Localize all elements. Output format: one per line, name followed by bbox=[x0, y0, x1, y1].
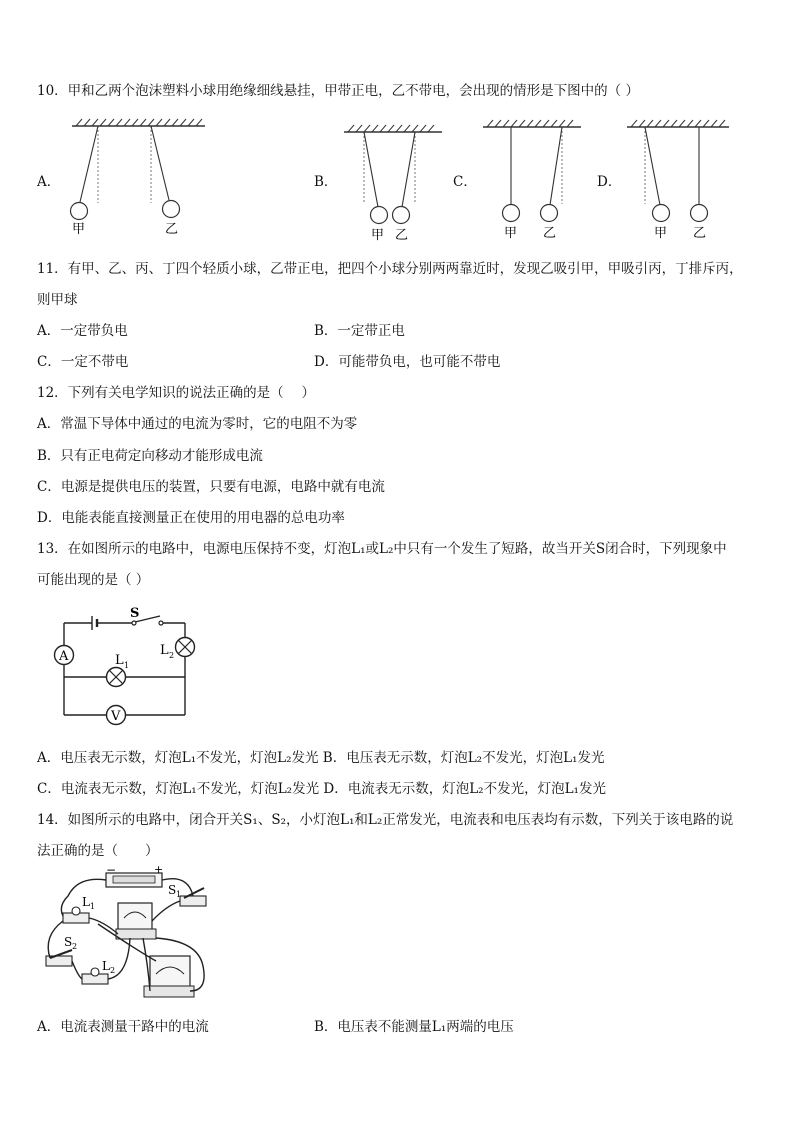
q12-option-b[interactable]: B．只有正电荷定向移动才能形成电流 bbox=[37, 448, 263, 464]
svg-text:1: 1 bbox=[124, 661, 130, 670]
battery-minus-label: − bbox=[106, 863, 117, 877]
voltmeter-device bbox=[150, 956, 190, 990]
svg-text:L: L bbox=[82, 895, 90, 909]
q10-figure-c bbox=[481, 119, 586, 244]
q11-stem-line2: 则甲球 bbox=[37, 292, 78, 308]
q10-option-d-label[interactable]: D． bbox=[597, 174, 622, 190]
battery-plus-label: + bbox=[154, 863, 164, 876]
q14-option-a[interactable]: A．电流表测量干路中的电流 bbox=[37, 1019, 209, 1035]
q10-option-b-label[interactable]: B． bbox=[314, 174, 338, 190]
q10-option-a-label[interactable]: A． bbox=[37, 174, 61, 190]
svg-text:2: 2 bbox=[169, 651, 175, 660]
q11-option-a[interactable]: A．一定带负电 bbox=[37, 323, 128, 339]
q11-option-c[interactable]: C．一定不带电 bbox=[37, 354, 129, 370]
q10-a-jia-label: 甲 bbox=[72, 222, 86, 237]
q14-stem-line1: 14．如图所示的电路中，闭合开关S₁、S₂，小灯泡L₁和L₂正常发光，电流表和电压表均有示数，下列关于该电路的说 bbox=[37, 812, 734, 828]
bulb-l1-icon bbox=[72, 907, 80, 915]
bulb-l2-icon bbox=[91, 968, 99, 976]
q10-c-yi-label: 乙 bbox=[543, 226, 557, 241]
q10-figure-a bbox=[70, 118, 210, 243]
svg-text:1: 1 bbox=[90, 902, 96, 911]
voltmeter-label: V bbox=[111, 709, 121, 724]
q13-stem-line1: 13．在如图所示的电路中，电源电压保持不变，灯泡L₁或L₂中只有一个发生了短路，故当开关S闭合时，下列现象中 bbox=[37, 541, 727, 557]
svg-text:L: L bbox=[102, 959, 110, 973]
q12-option-d[interactable]: D．电能表能直接测量正在使用的用电器的总电功率 bbox=[37, 510, 345, 526]
svg-text:1: 1 bbox=[176, 890, 182, 899]
ammeter-label: A bbox=[59, 649, 69, 664]
q13-stem-line2: 可能出现的是（ ） bbox=[37, 572, 150, 588]
svg-text:S: S bbox=[64, 935, 73, 949]
lamp-l2-label: L bbox=[160, 643, 169, 658]
q12-option-a[interactable]: A．常温下导体中通过的电流为零时，它的电阻不为零 bbox=[37, 416, 358, 432]
svg-text:S: S bbox=[168, 883, 177, 897]
q10-b-yi-label: 乙 bbox=[395, 228, 409, 243]
q14-option-b[interactable]: B．电压表不能测量L₁两端的电压 bbox=[314, 1019, 514, 1035]
q10-c-jia-label: 甲 bbox=[504, 226, 518, 241]
q10-figure-b bbox=[342, 124, 447, 244]
q10-b-jia-label: 甲 bbox=[371, 228, 385, 243]
q10-option-c-label[interactable]: C． bbox=[453, 174, 477, 190]
q10-d-yi-label: 乙 bbox=[693, 226, 707, 241]
q11-stem-line1: 11．有甲、乙、丙、丁四个轻质小球，乙带正电，把四个小球分别两两靠近时，发现乙吸引甲，甲吸引丙，丁排斥丙， bbox=[37, 261, 743, 277]
q12-stem: 12．下列有关电学知识的说法正确的是（ ） bbox=[37, 385, 315, 401]
q10-d-jia-label: 甲 bbox=[654, 226, 668, 241]
q13-circuit-diagram bbox=[48, 604, 208, 724]
q10-figure-d bbox=[625, 119, 735, 244]
q11-option-b[interactable]: B．一定带正电 bbox=[314, 323, 405, 339]
lamp-l1-label: L bbox=[115, 653, 124, 668]
q13-options-cd[interactable]: C．电流表无示数，灯泡L₁不发光，灯泡L₂发光 D．电流表无示数，灯泡L₂不发光，灯泡L₁发光 bbox=[37, 781, 606, 797]
q14-circuit-photo bbox=[38, 863, 218, 1006]
q12-option-c[interactable]: C．电源是提供电压的装置，只要有电源，电路中就有电流 bbox=[37, 479, 385, 495]
q13-options-ab[interactable]: A．电压表无示数，灯泡L₁不发光，灯泡L₂发光 B．电压表无示数，灯泡L₂不发光，灯泡L₁发光 bbox=[37, 750, 605, 766]
q10-stem: 10．甲和乙两个泡沫塑料小球用绝缘细线悬挂，甲带正电，乙不带电，会出现的情形是下图中的（ ） bbox=[37, 83, 639, 99]
svg-text:2: 2 bbox=[72, 942, 78, 951]
q14-stem-line2: 法正确的是（ ） bbox=[37, 843, 159, 859]
q11-option-d[interactable]: D．可能带负电，也可能不带电 bbox=[314, 354, 501, 370]
q10-a-yi-label: 乙 bbox=[165, 222, 179, 237]
svg-text:2: 2 bbox=[110, 966, 116, 975]
switch-label: S bbox=[130, 606, 140, 621]
